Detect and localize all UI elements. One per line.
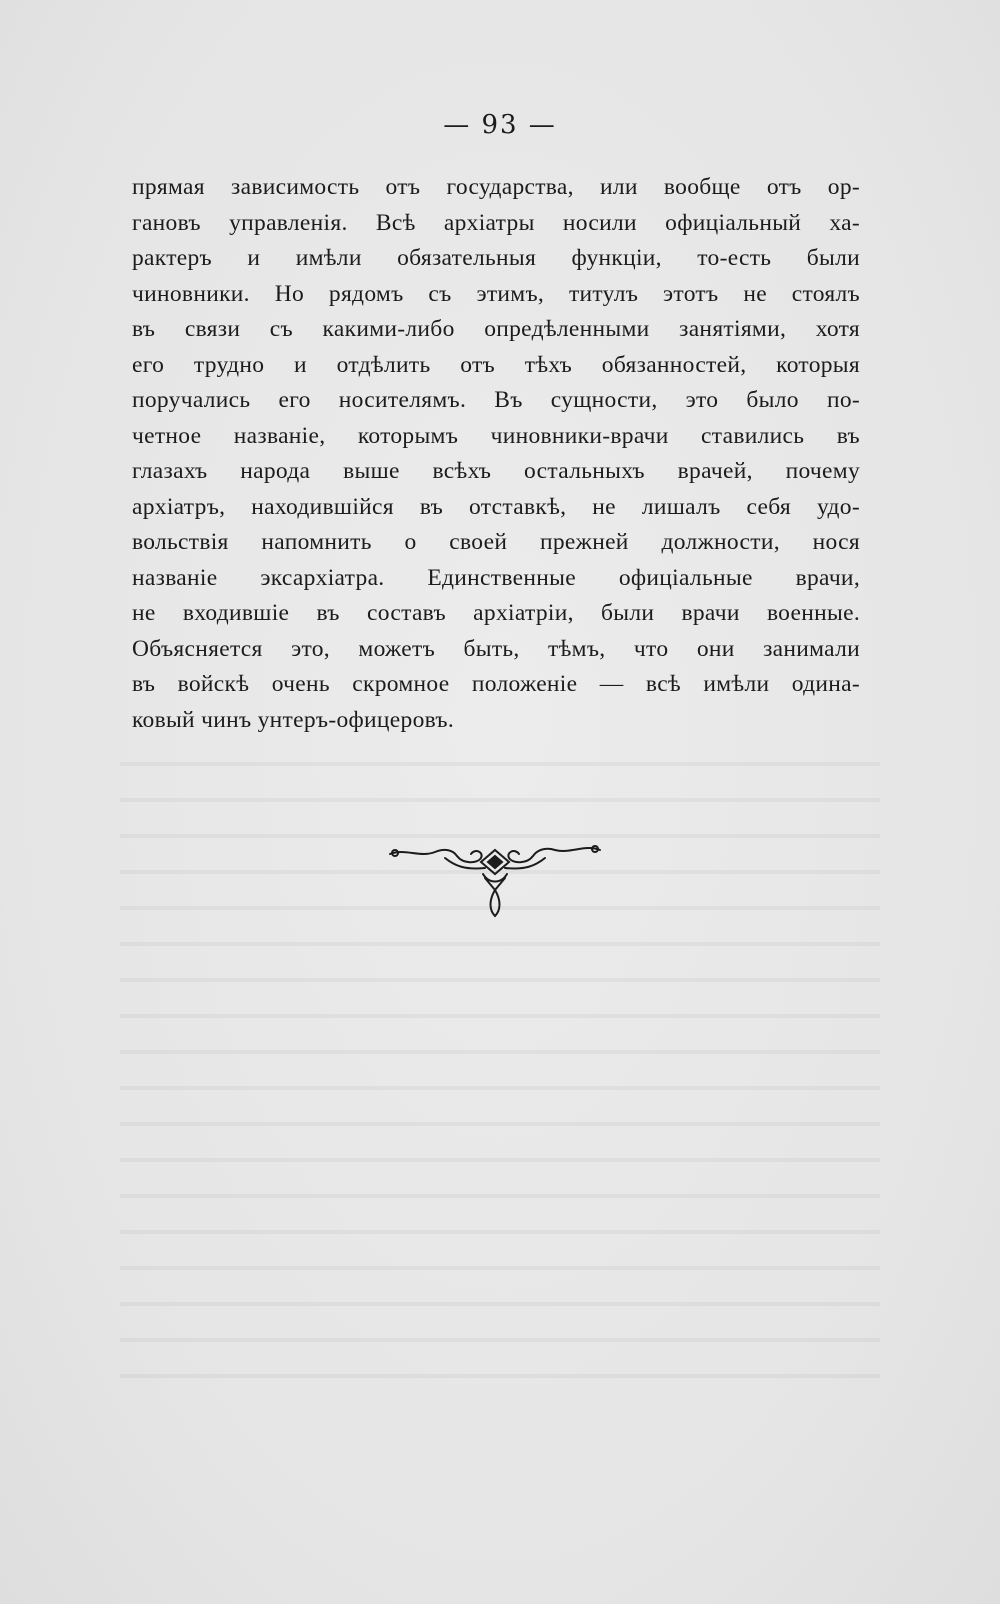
text-line: чиновники. Но рядомъ съ этимъ, титулъ этотъ не стоялъ (132, 280, 860, 307)
text-line: архіатръ, находившійся въ отставкѣ, не лишалъ себя удо- (132, 493, 860, 520)
text-line: ковый чинъ унтеръ-офицеровъ. (132, 706, 455, 733)
body-paragraph (132, 170, 860, 738)
text-line: глазахъ народа выше всѣхъ остальныхъ врачей, почему (132, 458, 860, 484)
page-number: — 93 — (443, 110, 557, 140)
bleed-through-shadow (120, 740, 880, 1380)
text-line: четное названіе, которымъ чиновники-врачи ставились въ (132, 422, 860, 449)
text-line: его трудно и отдѣлить отъ тѣхъ обязанностей, которыя (132, 351, 860, 378)
text-line: вольствія напомнить о своей прежней должности, нося (132, 529, 860, 555)
text-line: прямая зависимость отъ государства, или вообще отъ ор- (132, 174, 860, 200)
text-line: гановъ управленія. Всѣ архіатры носили офиціальный ха- (132, 209, 860, 236)
text-line: названіе эксархіатра. Единственные офиціальные врачи, (132, 564, 860, 591)
text-line: въ войскѣ очень скромное положеніе — всѣ имѣли одина- (132, 671, 860, 697)
text-line: поручались его носителямъ. Въ сущности, это было по- (132, 387, 860, 413)
text-line: въ связи съ какими-либо опредѣленными занятіями, хотя (132, 316, 860, 342)
text-line: не входившіе въ составъ архіатріи, были врачи военные. (132, 600, 860, 626)
fleuron-icon (385, 838, 605, 938)
text-line: рактеръ и имѣли обязательныя функціи, то-есть были (132, 245, 860, 271)
text-line: Объясняется это, можетъ быть, тѣмъ, что они занимали (132, 635, 860, 662)
